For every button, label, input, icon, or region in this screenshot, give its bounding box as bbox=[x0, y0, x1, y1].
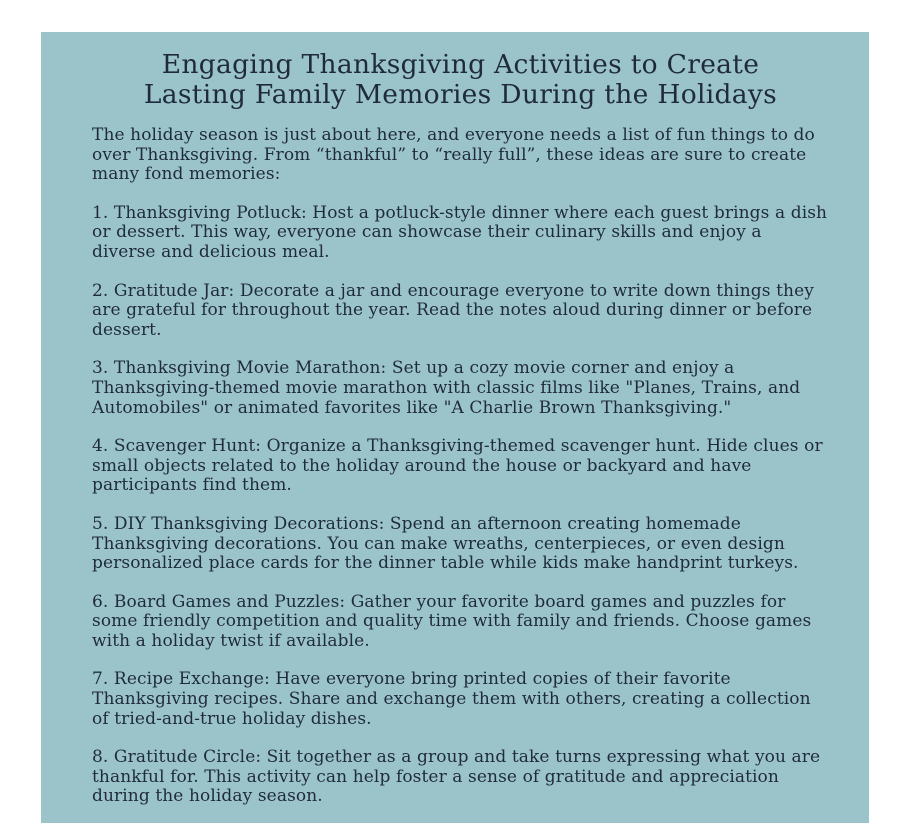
intro-paragraph: The holiday season is just about here, and everyone needs a list of fun things to do over Thanksgiving. From “thankful” to “really full”, these ideas are sure to create many fond memories: bbox=[92, 125, 815, 185]
activity-item-4: 4. Scavenger Hunt: Organize a Thanksgiving-themed scavenger hunt. Hide clues or small objects related to the holiday around the house or backyard and have participants find them. bbox=[92, 436, 823, 496]
activity-item-3: 3. Thanksgiving Movie Marathon: Set up a cozy movie corner and enjoy a Thanksgiving-themed movie marathon with classic films like "Planes, Trains, and Automobiles" or animated favorites like "A Charlie Brown Thanksgiving." bbox=[92, 358, 801, 418]
article-card bbox=[41, 32, 869, 823]
activity-item-5: 5. DIY Thanksgiving Decorations: Spend an afternoon creating homemade Thanksgiving decorations. You can make wreaths, centerpieces, or even design personalized place cards for the dinner table while kids make handprint turkeys. bbox=[92, 513, 799, 574]
title-line-1: Engaging Thanksgiving Activities to Create bbox=[161, 49, 760, 80]
activity-item-8: 8. Gratitude Circle: Sit together as a group and take turns expressing what you are thankful for. This activity can help foster a sense of gratitude and appreciation during the holiday season. bbox=[92, 747, 821, 807]
activity-item-2: 2. Gratitude Jar: Decorate a jar and encourage everyone to write down things they are grateful for throughout the year. Read the notes aloud during dinner or before dessert. bbox=[92, 280, 814, 340]
activity-item-1: 1. Thanksgiving Potluck: Host a potluck-style dinner where each guest brings a dish or dessert. This way, everyone can showcase their culinary skills and enjoy a diverse and delicious meal. bbox=[92, 202, 828, 262]
activity-item-6: 6. Board Games and Puzzles: Gather your favorite board games and puzzles for some friendly competition and quality time with family and friends. Choose games with a holiday twist if available. bbox=[92, 591, 812, 651]
title-line-2: Lasting Family Memories During the Holidays bbox=[143, 79, 778, 110]
article-title bbox=[92, 50, 829, 110]
activity-item-7: 7. Recipe Exchange: Have everyone bring printed copies of their favorite Thanksgiving recipes. Share and exchange them with others, creating a collection of tried-and-true holiday dishes. bbox=[92, 669, 811, 729]
